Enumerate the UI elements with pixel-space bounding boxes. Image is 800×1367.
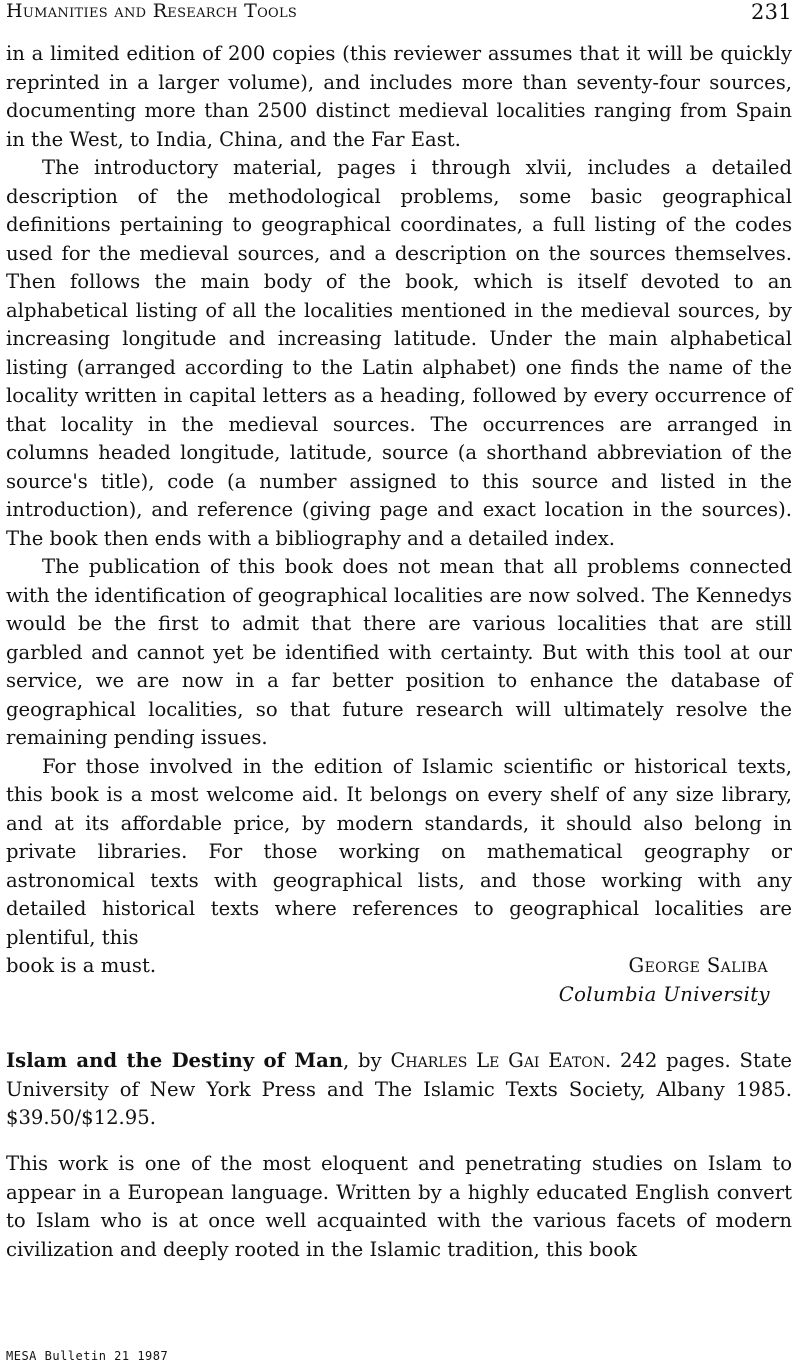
reviewer-name: George Saliba (628, 954, 768, 977)
page-number: 231 (751, 0, 792, 24)
signature-line (6, 952, 792, 981)
book-title: Islam and the Destiny of Man (6, 1049, 344, 1072)
paragraph: The publication of this book does not mean that all problems connected with the identification of geographical localities are now solved. The Kennedys would be the first to admit that there are various localities that are still garbled and cannot yet be identified with certainty. But with this tool at our service, we are now in a far better position to enhance the database of geographical localities, so that future research will ultimately resolve the remaining pending issues. (6, 555, 792, 749)
reviewer-affiliation: Columbia University (558, 982, 770, 1006)
footer: MESA Bulletin 21 1987 (6, 1349, 169, 1363)
publication-details: . 242 pages. State University of New York Press and The Islamic Texts Society, Albany 1985. $39.50/$12.95. (6, 1049, 792, 1129)
running-head (6, 0, 792, 28)
paragraph: The introductory material, pages i through xlvii, includes a detailed description of the methodological problems, some basic geographical definitions pertaining to geographical coordinates, a full listing of the codes used for the medieval sources, and a description on the sources themselves. Then follows the main body of the book, which is itself devoted to an alphabetical listing of all the localities mentioned in the medieval sources, by increasing longitude and increasing latitude. Under the main alphabetical listing (arranged according to the Latin alphabet) one finds the name of the locality written in capital letters as a heading, followed by every occurrence of that locality in the medieval sources. The occurrences are arranged in columns headed longitude, latitude, source (a shorthand abbreviation of the source's title), code (a number assigned to this source and listed in the introduction), and reference (giving page and exact location in the sources). The book then ends with a bibliography and a detailed index. (6, 156, 792, 550)
section-title: Humanities and Research Tools (6, 0, 298, 22)
review-heading (6, 1047, 792, 1133)
paragraph: For those involved in the edition of Islamic scientific or historical texts, this book is a most welcome aid. It belongs on every shelf of any size library, and at its affordable price, by modern standards, it should also belong in private libraries. For those working on mathematical geography or astronomical texts with geographical lists, and those working with any detailed historical texts where references to geographical localities are plentiful, this (6, 754, 792, 949)
by-text: , by (343, 1049, 391, 1072)
book-author: Charles Le Gai Eaton (390, 1049, 605, 1072)
closing-text: book is a must. (6, 954, 157, 977)
paragraph-continuation: in a limited edition of 200 copies (this reviewer assumes that it will be quickly reprinted in a larger volume), and includes more than seventy-four sources, documenting more than 2500 distinct medieval localities ranging from Spain in the West, to India, China, and the Far East. (6, 42, 792, 151)
previous-review-text (6, 40, 792, 1009)
new-review-text (6, 1150, 792, 1264)
paragraph: This work is one of the most eloquent and penetrating studies on Islam to appear in a European language. Written by a highly educated English convert to Islam who is at once well acquainted with the various facets of modern civilization and deeply rooted in the Islamic tradition, this book (6, 1152, 792, 1261)
